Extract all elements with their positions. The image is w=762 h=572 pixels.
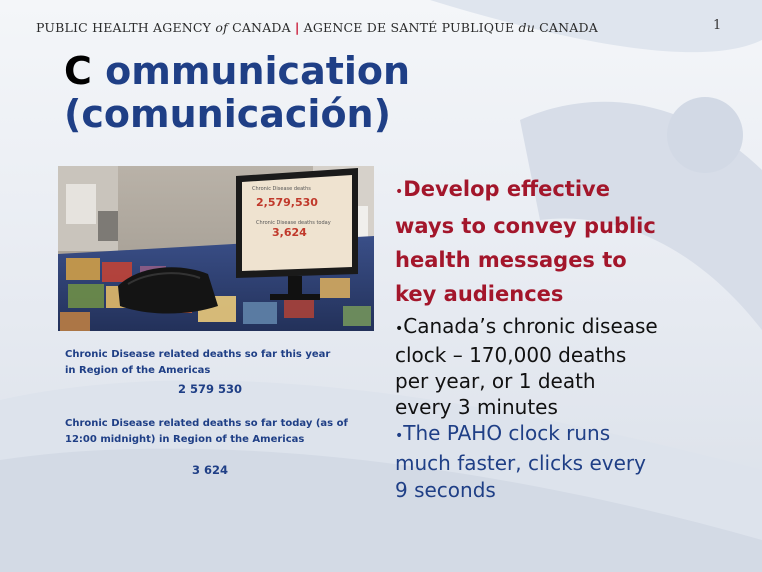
header-en-agency: PUBLIC HEALTH AGENCY [36, 20, 212, 35]
bullet-2-line-2: clock – 170,000 deaths [395, 343, 627, 367]
bullet-3-line-3: 9 seconds [395, 478, 496, 502]
photo-illustration [58, 166, 374, 331]
bullet-3-line-1: The PAHO clock runs [403, 421, 611, 445]
bullet-1-line-3: health messages to [395, 248, 627, 272]
page-number: 1 [713, 18, 722, 33]
agency-header [36, 20, 598, 35]
title-first-letter: C [64, 49, 92, 93]
header-separator: | [294, 20, 300, 35]
stat-value-today: 3 624 [191, 463, 228, 477]
stat-label-year [65, 347, 365, 379]
title-line-1 [64, 50, 410, 93]
header-fr-agency: AGENCE DE SANTÉ PUBLIQUE [303, 20, 515, 35]
title-line1-rest: ommunication [91, 49, 411, 93]
bullet-marker: • [395, 428, 404, 444]
header-en-country: CANADA [232, 20, 291, 35]
photo-screen-number-2: 3,624 [272, 226, 307, 239]
header-fr-du: du [518, 20, 535, 35]
photo-screen-number-1: 2,579,530 [256, 196, 318, 209]
bullet-marker: • [395, 184, 404, 200]
clock-display-photo [58, 166, 374, 331]
slide-title [64, 50, 410, 136]
title-line-2: (comunicación) [64, 92, 391, 136]
stat-value-year: 2 579 530 [177, 382, 243, 396]
bullet-3-line-2: much faster, clicks every [395, 451, 646, 475]
bullet-item-canada-clock [395, 313, 745, 420]
bullet-marker: • [395, 321, 404, 337]
bullet-2-line-3: per year, or 1 death [395, 369, 596, 393]
header-fr-country: CANADA [539, 20, 598, 35]
clock-statistics [65, 347, 365, 478]
svg-text:Chronic Disease deaths: Chronic Disease deaths [252, 186, 311, 192]
stat-label-year-line-1: Chronic Disease related deaths so far this year [65, 349, 331, 360]
svg-text:Chronic Disease deaths today: Chronic Disease deaths today [256, 220, 331, 226]
bullet-item-paho-clock [395, 420, 745, 504]
bullet-1-line-1: Develop effective [403, 177, 610, 201]
stat-label-today [65, 416, 365, 448]
bullet-1-line-2: ways to convey public [395, 214, 656, 238]
bullet-list [395, 172, 745, 504]
bullet-1-line-4: key audiences [395, 282, 564, 306]
bullet-2-line-1: Canada’s chronic disease [403, 314, 658, 338]
stat-label-year-line-2: in Region of the Americas [65, 365, 211, 376]
stat-label-today-line-1: Chronic Disease related deaths so far today (as of [65, 418, 348, 429]
bullet-2-line-4: every 3 minutes [395, 395, 558, 419]
stat-label-today-line-2: 12:00 midnight) in Region of the Americas [65, 434, 305, 445]
header-en-of: of [215, 20, 228, 35]
bullet-item-messages [395, 172, 745, 311]
